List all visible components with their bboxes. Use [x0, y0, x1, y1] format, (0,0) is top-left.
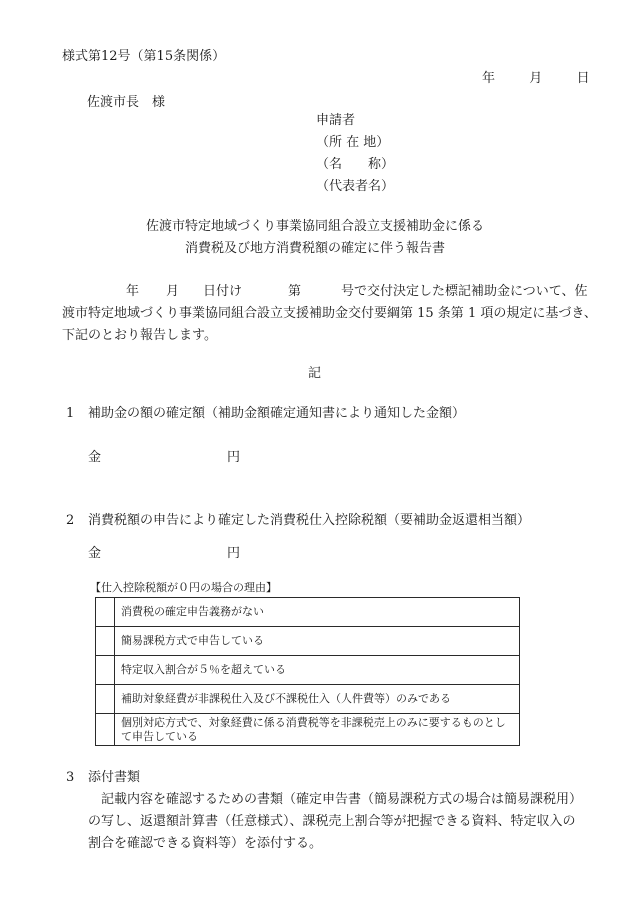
section2-kin: 金 [88, 546, 102, 561]
intro-line1: 号で交付決定した標記補助金について、佐 [341, 284, 588, 299]
section1-kin: 金 [88, 450, 102, 465]
section2-number: 2 [66, 513, 75, 528]
section2-yen: 円 [227, 546, 241, 561]
reason-checkbox[interactable] [96, 685, 115, 714]
date-day: 日 [576, 71, 590, 86]
intro-day: 日付け [203, 284, 243, 299]
applicant-name: （名 称） [316, 157, 395, 172]
date-month: 月 [529, 71, 543, 86]
reason-checkbox[interactable] [96, 598, 115, 627]
section1-yen: 円 [227, 450, 241, 465]
reason-text: 個別対応方式で、対象経費に係る消費税等を非課税売上のみに要するものとして申告している [115, 714, 520, 746]
intro-month: 月 [166, 284, 180, 299]
ki-heading: 記 [308, 366, 322, 381]
reason-checkbox[interactable] [96, 714, 115, 746]
date-year: 年 [482, 71, 496, 86]
reason-checkbox[interactable] [96, 656, 115, 685]
report-date [482, 72, 590, 85]
reason-row [96, 598, 520, 627]
reason-row [96, 627, 520, 656]
section2-title: 消費税額の申告により確定した消費税仕入控除税額（要補助金返還相当額） [88, 513, 531, 528]
reason-text: 消費税の確定申告義務がない [115, 598, 520, 627]
section3-title: 添付書類 [88, 770, 141, 785]
form-number: 様式第12号（第15条関係） [62, 49, 226, 64]
section3-line3: 割合を確認できる資料等）を添付する。 [88, 836, 323, 851]
reason-row [96, 714, 520, 746]
intro-number-prefix: 第 [288, 284, 302, 299]
section3-line2: の写し、返還額計算書（任意様式）、課税売上割合等が把握できる資料、特定収入の [88, 814, 576, 829]
reason-text: 補助対象経費が非課税仕入及び不課税仕入（人件費等）のみである [115, 685, 520, 714]
reason-heading: 【仕入控除税額が０円の場合の理由】 [90, 581, 277, 594]
reason-checkbox[interactable] [96, 627, 115, 656]
section1-number: 1 [66, 406, 75, 421]
applicant-address: （所 在 地） [316, 135, 390, 150]
applicant-label: 申請者 [316, 113, 356, 128]
intro-year: 年 [126, 284, 140, 299]
intro-line2: 渡市特定地域づくり事業協同組合設立支援補助金交付要綱第 15 条第 1 項の規定に基づき、 [62, 306, 597, 321]
reason-row [96, 685, 520, 714]
document-title-line1: 佐渡市特定地域づくり事業協同組合設立支援補助金に係る [145, 219, 484, 234]
addressee: 佐渡市長 様 [87, 95, 166, 110]
reason-row [96, 656, 520, 685]
reason-checklist-table [95, 597, 520, 746]
reason-text: 簡易課税方式で申告している [115, 627, 520, 656]
section1-title: 補助金の額の確定額（補助金額確定通知書により通知した金額） [88, 406, 466, 421]
applicant-representative: （代表者名） [316, 179, 395, 194]
reason-text: 特定収入割合が５％を超えている [115, 656, 520, 685]
intro-line3: 下記のとおり報告します。 [62, 328, 217, 343]
document-title-line2: 消費税及び地方消費税額の確定に伴う報告書 [184, 241, 445, 256]
section3-number: 3 [66, 770, 75, 785]
section3-line1: 記載内容を確認するための書類（確定申告書（簡易課税方式の場合は簡易課税用） [101, 792, 583, 807]
